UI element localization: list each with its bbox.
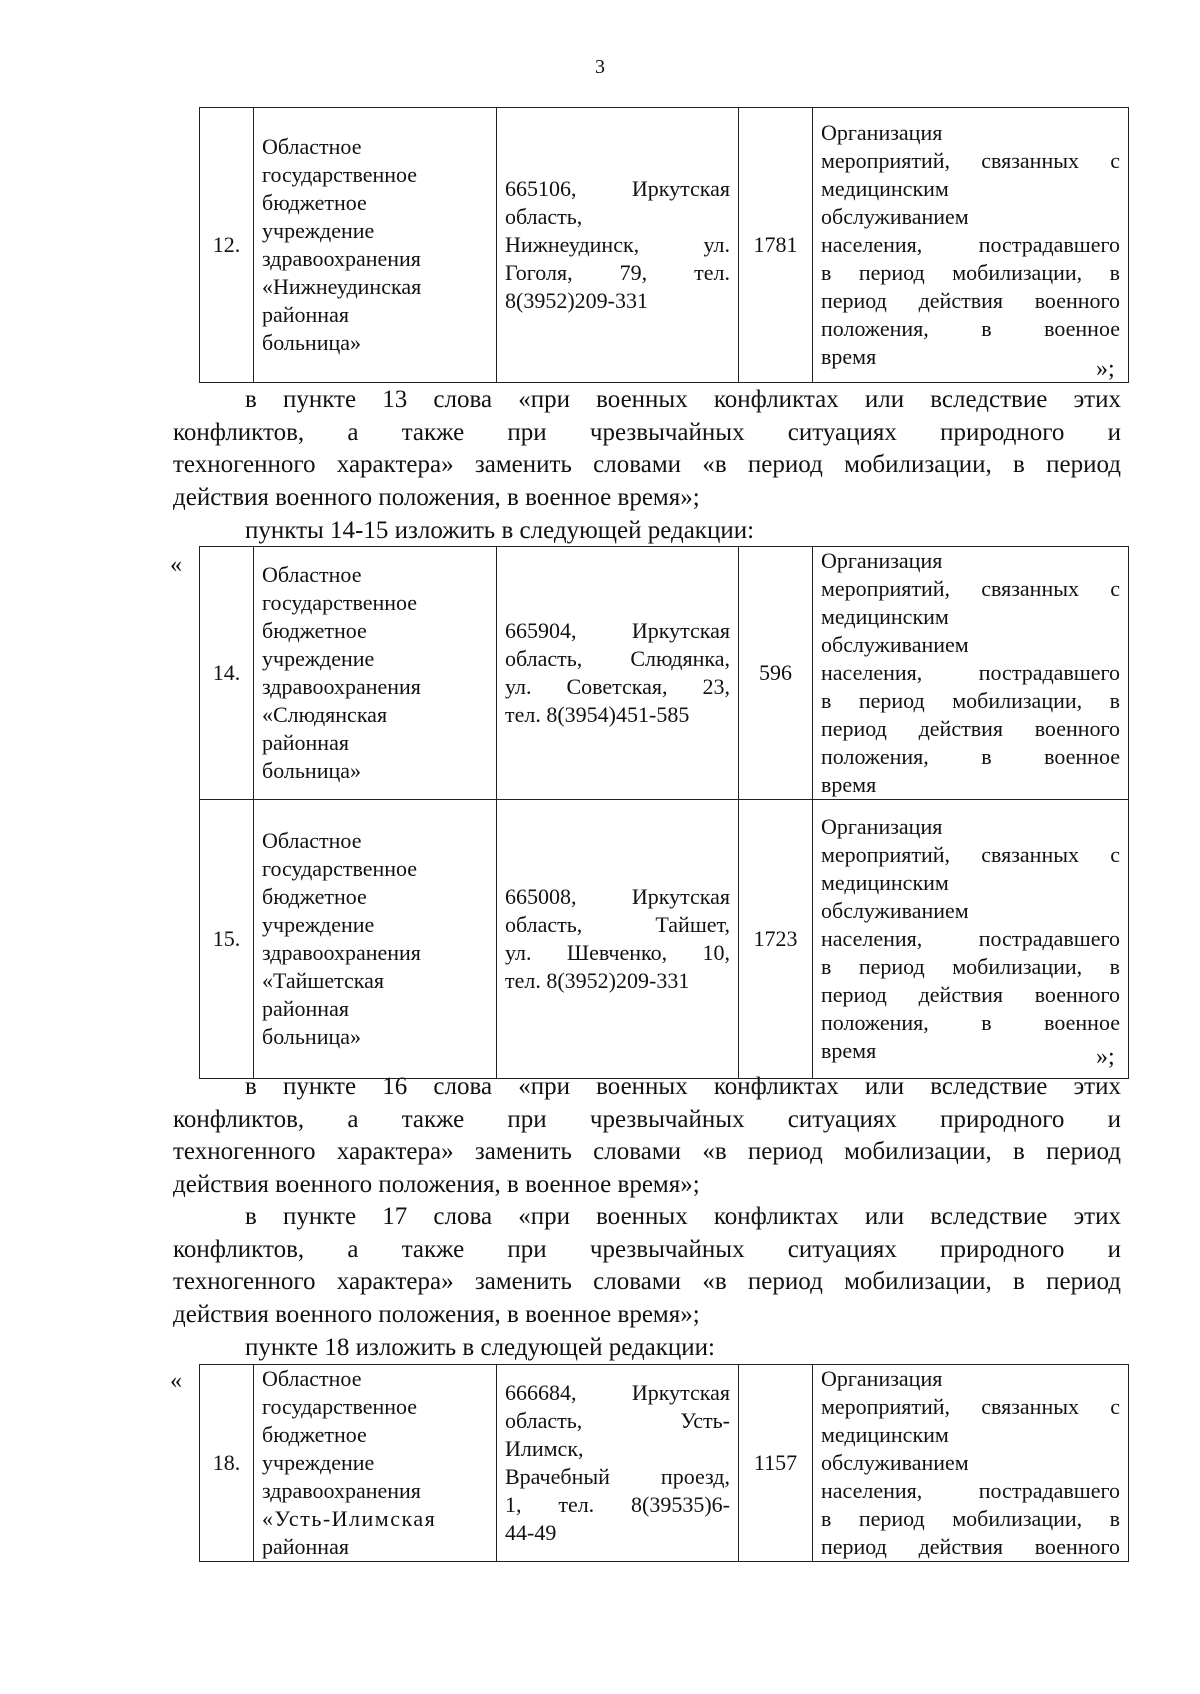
org-name: Областное государственное бюджетное учреждение здравоохранения «Слюдянская районная больница» xyxy=(254,547,497,800)
description: Организация мероприятий, связанных с медицинским обслуживанием населения, пострадавшего в период мобилизации, в период действия военного положения, в военное время xyxy=(813,108,1129,383)
closing-quote: »; xyxy=(1096,356,1115,382)
row-number: 12. xyxy=(200,108,254,383)
quantity: 1781 xyxy=(739,108,813,383)
table-row-14 xyxy=(200,547,1129,800)
paragraph-17: в пункте 17 слова «при военных конфликтах или вследствие этих конфликтов, а также при чрезвычайных ситуациях природного и техногенного характера» заменить словами «в период мобилизации, в период действия военного положения, в военное время»; xyxy=(173,1203,1121,1328)
address: 665904, Иркутская область, Слюдянка, ул. Советская, 23, тел. 8(3954)451-585 xyxy=(497,547,739,800)
address: 665008, Иркутская область, Тайшет, ул. Шевченко, 10, тел. 8(3952)209-331 xyxy=(497,800,739,1079)
table-row-12 xyxy=(199,107,1129,383)
quantity: 1723 xyxy=(739,800,813,1079)
paragraph-13: в пункте 13 слова «при военных конфликтах или вследствие этих конфликтов, а также при чрезвычайных ситуациях природного и техногенного характера» заменить словами «в период мобилизации, в период действия военного положения, в военное время»; xyxy=(173,386,1121,511)
intro-18: пункте 18 изложить в следующей редакции: xyxy=(245,1334,716,1361)
page-number: 3 xyxy=(595,56,605,78)
description: Организация мероприятий, связанных с медицинским обслуживанием населения, пострадавшего в период мобилизации, в период действия военного положения, в военное время xyxy=(813,547,1129,800)
intro-14-15: пункты 14-15 изложить в следующей редакции: xyxy=(245,517,755,544)
paragraph-16: в пункте 16 слова «при военных конфликтах или вследствие этих конфликтов, а также при чрезвычайных ситуациях природного и техногенного характера» заменить словами «в период мобилизации, в период действия военного положения, в военное время»; xyxy=(173,1073,1121,1198)
opening-quote: « xyxy=(170,1368,182,1394)
description: Организация мероприятий, связанных с медицинским обслуживанием населения, пострадавшего в период мобилизации, в период действия военного xyxy=(813,1365,1129,1562)
table-row-15 xyxy=(200,800,1129,1079)
table-row-18 xyxy=(199,1364,1129,1562)
address: 665106, Иркутская область, Нижнеудинск, ул. Гоголя, 79, тел. 8(3952)209-331 xyxy=(497,108,739,383)
org-name: Областное государственное бюджетное учреждение здравоохранения «Усть-Илимская районная xyxy=(254,1365,497,1562)
quantity: 1157 xyxy=(739,1365,813,1562)
description: Организация мероприятий, связанных с медицинским обслуживанием населения, пострадавшего в период мобилизации, в период действия военного положения, в военное время xyxy=(813,800,1129,1079)
address: 666684, Иркутская область, Усть- Илимск, Врачебный проезд, 1, тел. 8(39535)6- 44-49 xyxy=(497,1365,739,1562)
row-number: 18. xyxy=(200,1365,254,1562)
org-name: Областное государственное бюджетное учреждение здравоохранения «Тайшетская районная больница» xyxy=(254,800,497,1079)
org-name: Областное государственное бюджетное учреждение здравоохранения «Нижнеудинская районная больница» xyxy=(254,108,497,383)
quantity: 596 xyxy=(739,547,813,800)
table-rows-14-15 xyxy=(199,546,1129,1079)
opening-quote: « xyxy=(170,552,182,578)
closing-quote: »; xyxy=(1096,1044,1115,1070)
row-number: 15. xyxy=(200,800,254,1079)
row-number: 14. xyxy=(200,547,254,800)
